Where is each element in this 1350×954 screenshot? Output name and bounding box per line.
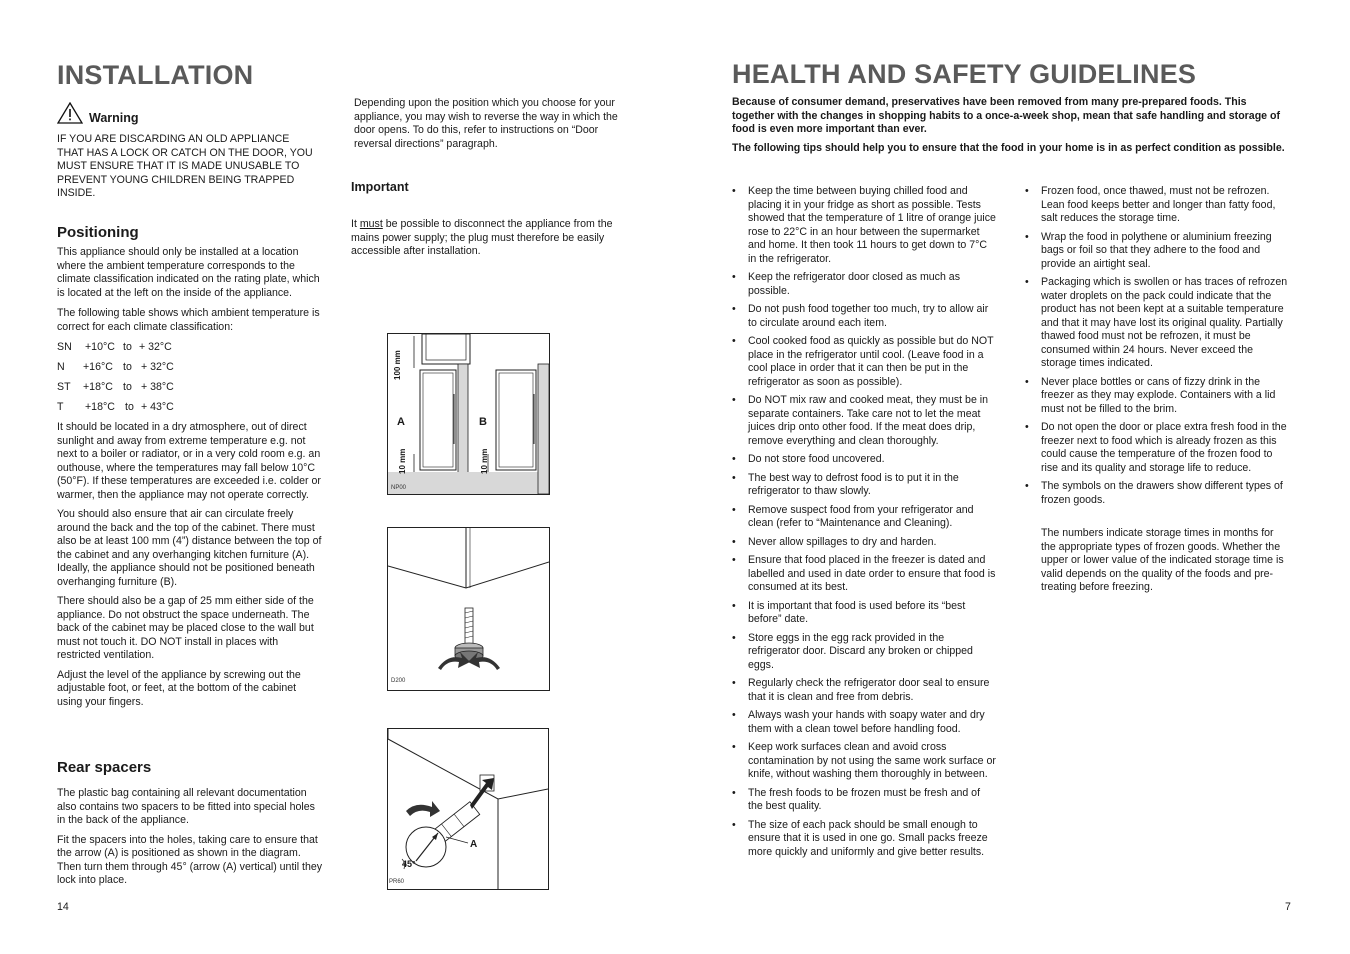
important-section <box>351 180 621 259</box>
list-item: • Always wash your hands with soapy water and dry them with a clean towel before handling food. <box>732 709 997 736</box>
list-item: • Never place bottles or cans of fizzy drink in the freezer as they may explode. Containers with a lid must not be filled to the brim. <box>1025 376 1291 417</box>
positioning-p6: Adjust the level of the appliance by screwing out the adjustable foot, or feet, at the bottom of the cabinet using your fingers. <box>57 668 301 708</box>
angle-45-label: 45° <box>402 859 416 869</box>
label-a: A <box>470 839 478 850</box>
climate-row: SN +10°C to + 32°C <box>57 341 172 353</box>
list-item: • The size of each pack should be small enough to ensure that it is used in one go. Small packs freeze more quickly and uniformly and give better results. <box>732 819 997 860</box>
positioning-p4: You should also ensure that air can circulate freely around the back and the top of the cabinet. There must also be at least 100 mm (4”) distance between the top of the cabinet and any overhanging kitchen furniture (A). Ideally, the appliance should not be positioned beneath overhanging furniture (B). <box>57 508 322 588</box>
list-item: • The symbols on the drawers show different types of frozen goods. <box>1025 480 1291 507</box>
clearance-diagram-drawing <box>388 334 549 494</box>
positioning-section <box>57 224 323 709</box>
important-heading: Important <box>351 180 409 194</box>
rear-spacers-heading: Rear spacers <box>57 759 152 776</box>
list-item: • Ensure that food placed in the freezer is dated and labelled and used in date order to ensure that food is consumed at its best. <box>732 554 997 595</box>
list-item: • Do not push food together too much, try to allow air to circulate around each item. <box>732 303 997 330</box>
rear-spacer-diagram <box>387 728 549 890</box>
list-item: • Store eggs in the egg rack provided in the refrigerator door. Discard any broken or chipped eggs. <box>732 632 997 673</box>
dim-100mm-label: 100 mm <box>393 350 402 380</box>
rear-spacers-p2: Fit the spacers into the holes, taking care to ensure that the arrow (A) is positioned as shown in the diagram. Then turn them through 45° (arrow (A) vertical) until they lock into place. <box>57 833 323 886</box>
figure-code: NP00 <box>391 485 407 491</box>
warning-label: Warning <box>89 111 139 125</box>
list-item: • Keep work surfaces clean and avoid cross contamination by not using the same work surface or knife, without washing them thoroughly in between. <box>732 741 997 782</box>
list-item: • Wrap the food in polythene or aluminium freezing bags or foil so that they adhere to the food and provide an airtight seal. <box>1025 231 1291 272</box>
tips-list-column-2 <box>1025 185 1291 512</box>
installation-title: INSTALLATION <box>57 60 254 90</box>
tips-list-column-1 <box>732 185 997 864</box>
rear-spacers-section <box>57 759 323 888</box>
warning-section <box>57 100 327 201</box>
important-text: It must be possible to disconnect the appliance from the mains power supply; the plug must therefore be easily accessible after installation. <box>351 218 613 257</box>
list-item: • Do not open the door or place extra fresh food in the freezer next to food which is already frozen as this could cause the temperature of the frozen food to rise and its quality and storage life to reduce. <box>1025 421 1291 475</box>
figure-code: D200 <box>391 678 406 684</box>
list-item: • Regularly check the refrigerator door seal to ensure that it is clean and free from debris. <box>732 677 997 704</box>
positioning-p3: It should be located in a dry atmosphere, out of direct sunlight and away from extreme temperature e.g. not next to a boiler or radiator, or in a very cold room e.g. an outhouse, where the temperatures may fall below 10°C (50°F). If these temperatures are exceeded i.e. colder or warmer, then the appliance may not operate correctly. <box>57 421 321 501</box>
clearance-diagram <box>387 333 550 495</box>
page-number-right: 7 <box>1285 901 1291 913</box>
list-item: • Do not store food uncovered. <box>732 453 997 467</box>
positioning-p5: There should also be a gap of 25 mm either side of the appliance. Do not obstruct the space underneath. The back of the cabinet may be placed close to the wall but must not touch it. DO NOT install in places with restricted ventilation. <box>57 595 314 661</box>
climate-row: N +16°C to + 32°C <box>57 361 174 373</box>
dim-10mm-label-a: 10 mm <box>398 448 407 474</box>
list-item: • Do NOT mix raw and cooked meat, they must be in separate containers. Take care not to let the meat juices drip onto other food. If the meat does drip, remove everything and clean thoroughly. <box>732 394 997 448</box>
list-item: • The best way to defrost food is to put it in the refrigerator to thaw slowly. <box>732 472 997 499</box>
list-item: • The fresh foods to be frozen must be fresh and of the best quality. <box>732 787 997 814</box>
adjustable-foot-drawing <box>388 528 549 690</box>
positioning-heading: Positioning <box>57 224 139 241</box>
climate-class-table <box>57 341 323 421</box>
rear-spacers-p1: The plastic bag containing all relevant documentation also contains two spacers to be fitted into special holes in the back of the appliance. <box>57 787 315 826</box>
positioning-p2: The following table shows which ambient temperature is correct for each climate classification: <box>57 307 320 333</box>
climate-row: T +18°C to + 43°C <box>57 401 174 413</box>
door-reversal-text: Depending upon the position which you choose for your appliance, you may wish to reverse the way in which the door opens. To do this, refer to instructions on “Door reversal directions” paragraph. <box>354 97 618 150</box>
storage-times-note: The numbers indicate storage times in months for the appropriate types of frozen goods. Whether the upper or lower value of the indicated storage time is valid depends on the quality of the foods and pre-treating before freezing. <box>1041 527 1284 593</box>
climate-row: ST +18°C to + 38°C <box>57 381 174 393</box>
page-number-left: 14 <box>57 901 69 913</box>
list-item: • Keep the refrigerator door closed as much as possible. <box>732 271 997 298</box>
list-item: • Keep the time between buying chilled food and placing it in your fridge as short as possible. Tests showed that the temperature of 1 litre of orange juice rose to 22°C in an hour between the supermarket and home. It then took 11 hours to get down to 7°C in the refrigerator. <box>732 185 997 266</box>
list-item: • Remove suspect food from your refrigerator and clean (refer to “Maintenance and Cleaning). <box>732 504 997 531</box>
adjustable-foot-diagram <box>387 527 550 691</box>
list-item: • Cool cooked food as quickly as possible but do NOT place in the refrigerator until cool. (Leave food in a cool place in order that it can then be put in the refrigerator as soon as possible). <box>732 335 997 389</box>
dim-10mm-label-b: 10 mm <box>480 448 489 474</box>
warning-triangle-icon <box>57 102 83 124</box>
list-item: • Packaging which is swollen or has traces of refrozen water droplets on the pack could indicate that the product has not been kept at a suitable temperature and that it may have lost its original quality. Partially thawed food must not be refrozen, it must be consumed within 24 hours. Never exceed the storage times indicated. <box>1025 276 1291 371</box>
figure-code: PR60 <box>389 879 405 885</box>
label-a: A <box>397 416 405 428</box>
warning-text: IF YOU ARE DISCARDING AN OLD APPLIANCE THAT HAS A LOCK OR CATCH ON THE DOOR, YOU MUST ENSURE THAT IT IS MADE UNUSABLE TO PREVENT YOUNG CHILDREN BEING TRAPPED INSIDE. <box>57 133 313 199</box>
intro-paragraph-1: Because of consumer demand, preservatives have been removed from many pre-prepared foods. This together with the changes in shopping habits to a once-a-week shop, mean that safe handling and storage of food is even more important than ever. <box>732 96 1280 135</box>
positioning-p1: This appliance should only be installed at a location where the ambient temperature corresponds to the climate classification indicated on the rating plate, which is located at the left on the inside of the appliance. <box>57 246 320 299</box>
intro-paragraph-2: The following tips should help you to ensure that the food in your home is in as perfect condition as possible. <box>732 142 1285 154</box>
list-item: • Never allow spillages to dry and harden. <box>732 536 997 550</box>
list-item: • It is important that food is used before its “best before” date. <box>732 600 997 627</box>
list-item: • Frozen food, once thawed, must not be refrozen. Lean food keeps better and longer than fatty food, salt reduces the storage time. <box>1025 185 1291 226</box>
health-safety-title: HEALTH AND SAFETY GUIDELINES <box>732 59 1197 89</box>
label-b: B <box>479 416 487 428</box>
